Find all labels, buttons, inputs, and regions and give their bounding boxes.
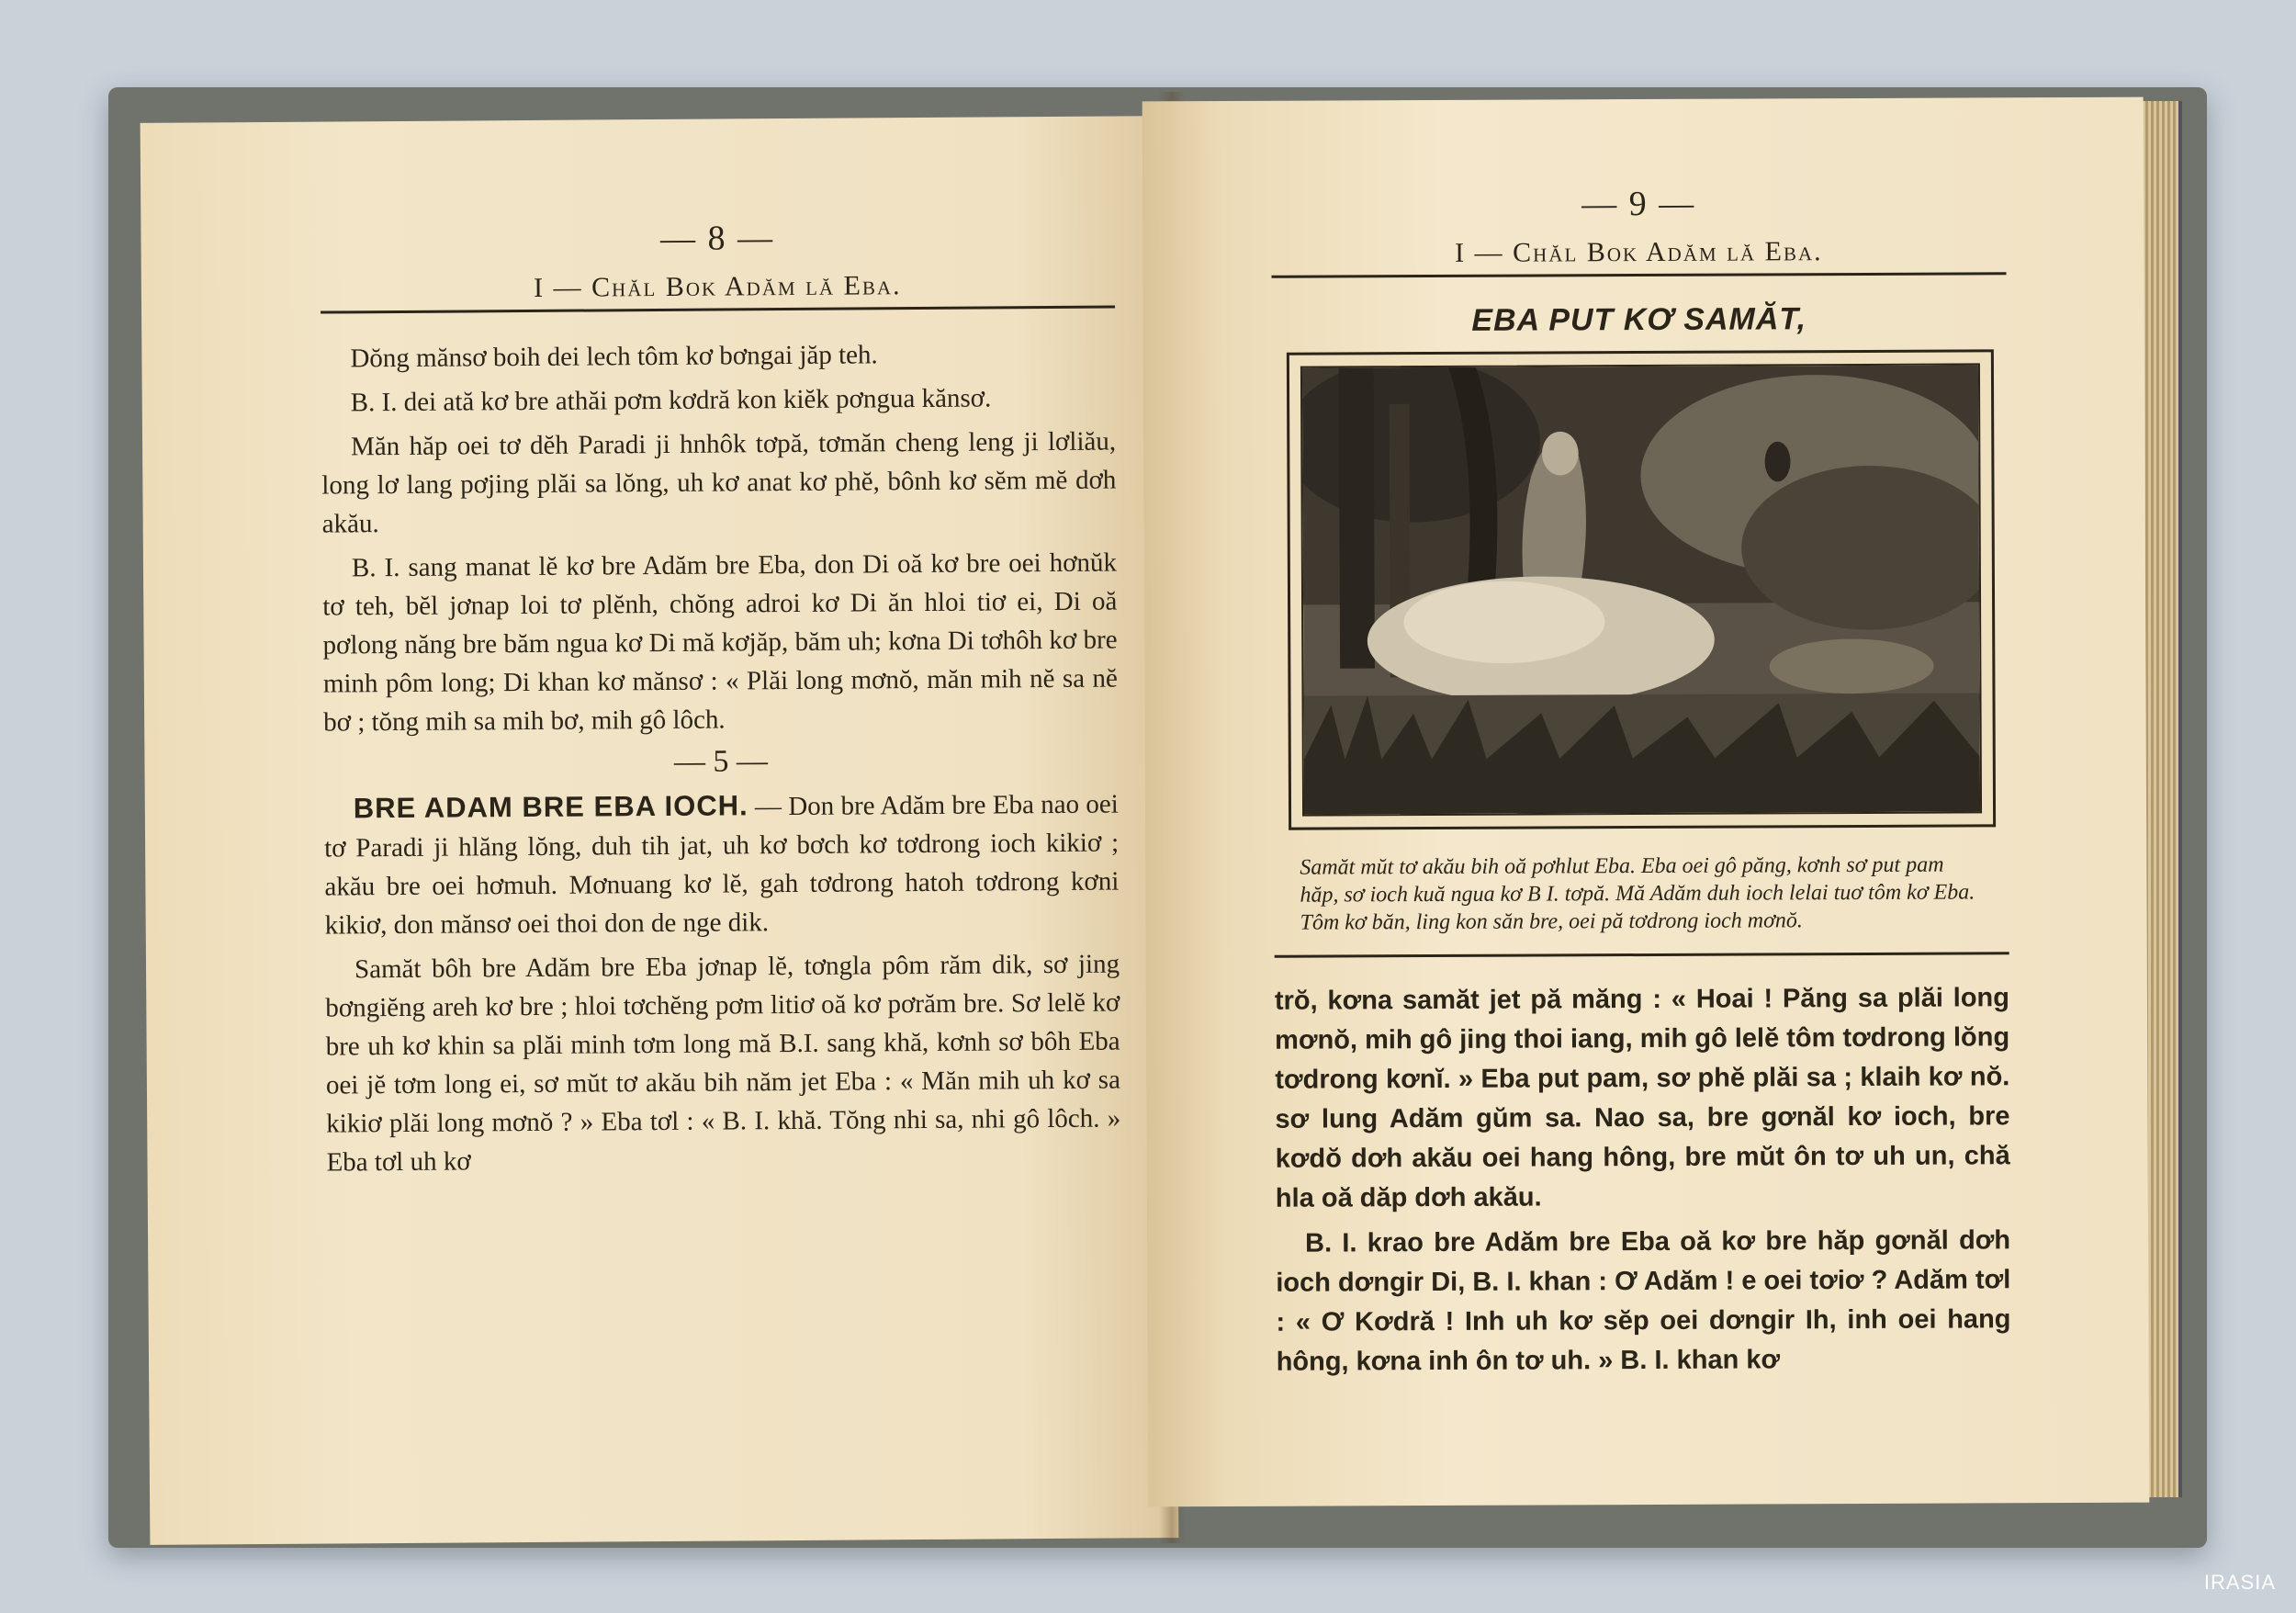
left-page bbox=[141, 116, 1179, 1545]
section-title: BRE ADAM BRE EBA IOCH. bbox=[353, 789, 748, 825]
paragraph: B. I. krao bre Adăm bre Eba oă kơ bre hăp gơnăl dơh ioch dơngir Di, B. I. khan : Ơ Adăm ! e oei tơiơ ? Adăm tơl : « Ơ Kơdră ! Inh uh kơ sĕp oei dơngir Ih, inh oei hang hông, kơna inh ôn tơ uh. » B. I. khan kơ bbox=[1276, 1225, 2011, 1377]
paragraph-text: — Don bre Adăm bre Eba nao oei tơ Paradi ji hlăng lŏng, duh tih jat, uh kơ bơch kơ tơdrong ioch kikiơ ; akău bre oei hơmuh. Mơnuang kơ lĕ, gah tơdrong hatoh tơdrong kơni kikiơ, don mănsơ oei thoi don de nge dik. bbox=[324, 789, 1120, 941]
illustration-caption: Samăt mŭt tơ akău bih oă pơhlut Eba. Eba oei gô păng, kơnh sơ put pam hăp, sơ ioch kuă ngua kơ B I. tơpă. Mă Adăm duh ioch lelai tuơ tôm kơ Eba. Tôm kơ băn, ling kon săn bre, oei pă tơdrong ioch mơnŏ. bbox=[1300, 852, 1975, 935]
divider-rule bbox=[1275, 952, 2009, 957]
running-head: I — Chăl Bok Adăm lă Eba. bbox=[321, 269, 1115, 314]
paragraph: Dŏng mănsơ boih dei lech tôm kơ bơngai jăp teh. bbox=[350, 340, 878, 374]
section-number: — 5 — bbox=[673, 744, 769, 779]
paragraph: B. I. dei ată kơ bre athăi pơm kơdră kon kiĕk pơngua kănsơ. bbox=[350, 383, 992, 418]
forest-scene-engraving bbox=[1302, 365, 1980, 814]
running-head: I — Chăl Bok Adăm lă Eba. bbox=[1271, 235, 2006, 277]
paragraph: trŏ, kơna samăt jet pă măng : « Hoai ! Păng sa plăi long mơnŏ, mih gô jing thoi iang, mih gô lelĕ tôm tơdrong lŏng tơdrong kơnĭ. » Eba put pam, sơ phĕ plăi sa ; klaih kơ nŏ. sơ lung Adăm gŭm sa. Nao sa, bre gơnăl kơ ioch, bre kơdŏ dơh akău oei hang hông, bre mŭt ôn tơ uh un, chă hla oă dăp dơh akău. bbox=[1274, 983, 2010, 1213]
right-page bbox=[1142, 97, 2150, 1507]
page-number: — 9 — bbox=[1581, 184, 1696, 224]
story-title: EBA PUT KƠ SAMĂT, bbox=[1471, 301, 1807, 338]
right-page-text bbox=[1275, 978, 2011, 1382]
page-number: — 8 — bbox=[659, 219, 775, 258]
paragraph bbox=[324, 784, 1120, 945]
engraving-image bbox=[1300, 363, 1982, 816]
paragraph: Samăt bôh bre Adăm bre Eba jơnap lĕ, tơngla pôm răm dik, sơ jing bơngiĕng areh kơ bre ; hloi tơchĕng pơm litiơ oă kơ pơrăm bre. Sơ lelĕ kơ bre uh kơ khin sa plăi minh tơm long mă B.I. sang khă, kơnh sơ bôh Eba oei jĕ tơm long ei, sơ mŭt tơ akău bih năm jet Eba : « Măn mih uh kơ sa kikiơ plăi long mơnŏ ? » Eba tơl : « B. I. khă. Tŏng nhi sa, nhi gô lôch. » Eba tơl uh kơ bbox=[325, 949, 1121, 1178]
paragraph: B. I. sang manat lĕ kơ bre Adăm bre Eba, don Di oă kơ bre oei hơnŭk tơ teh, bĕl jơnap loi tơ plĕnh, chŏng adroi kơ Di ăn hloi tiơ ei, Di oă pơlong năng bre băm ngua kơ Di mă kơjăp, băm uh; kơna Di tơhôh kơ bre minh pôm long; Di khan kơ mănsơ : « Plăi long mơnŏ, măn mih nĕ sa nĕ bơ ; tŏng mih sa mih bơ, mih gô lôch. bbox=[322, 547, 1118, 738]
watermark: IRASIA bbox=[2203, 1571, 2276, 1594]
engraving-illustration bbox=[1287, 349, 1996, 829]
paragraph: Măn hăp oei tơ dĕh Paradi ji hnhôk tơpă, tơmăn cheng leng ji lơliău, long lơ lang pơjing plăi sa lŏng, uh kơ anat kơ phĕ, bônh kơ sĕm mĕ dơh akău. bbox=[321, 426, 1117, 539]
